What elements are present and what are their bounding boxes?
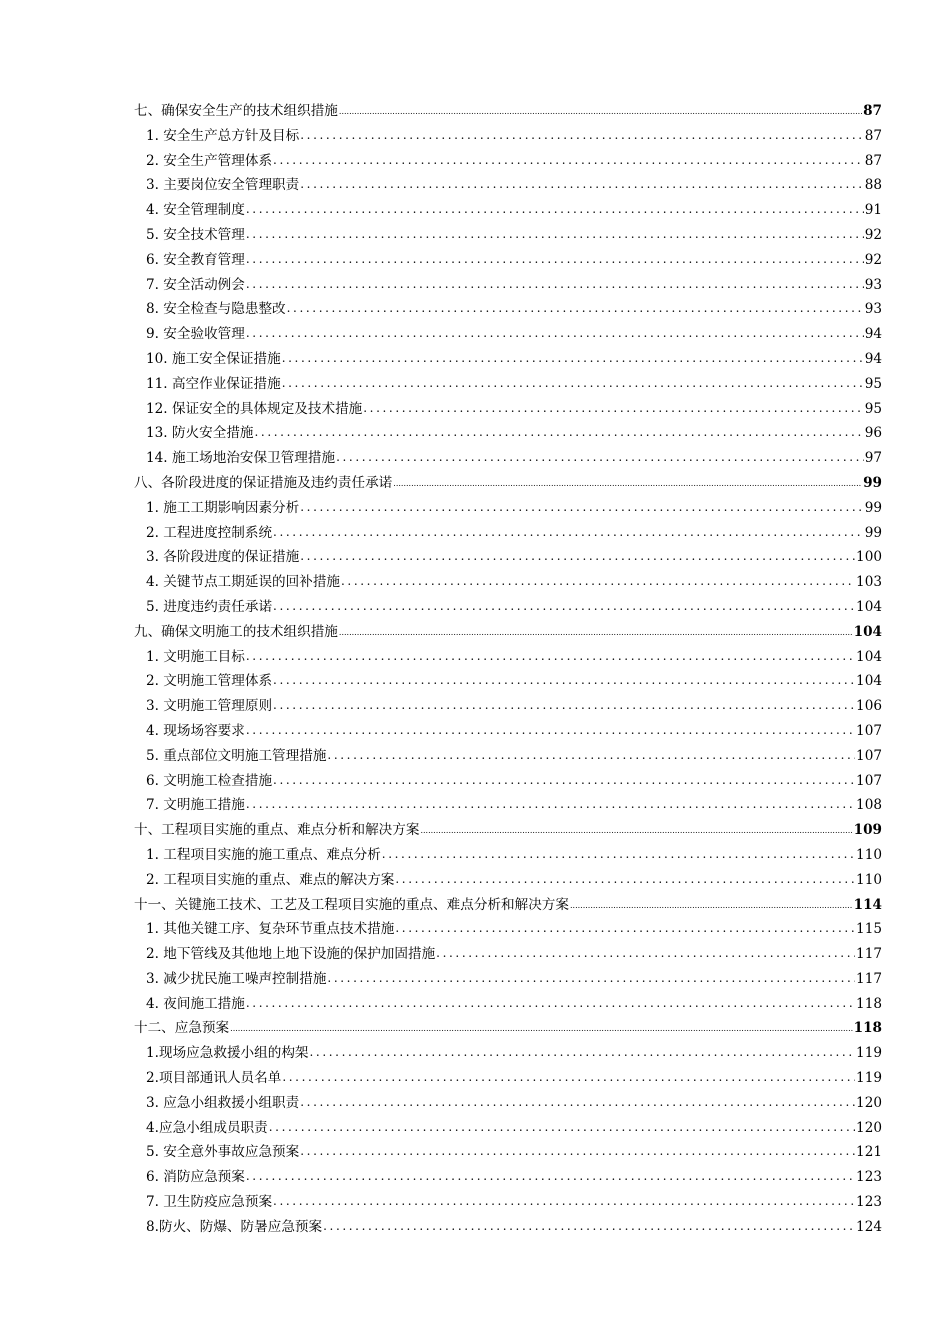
toc-section-entry[interactable]	[134, 198, 882, 223]
toc-page-number: 119	[856, 1070, 882, 1087]
toc-section-entry[interactable]	[134, 446, 882, 471]
toc-page-number: 107	[856, 747, 882, 764]
toc-section-entry[interactable]	[134, 421, 882, 446]
toc-entry-title: 7. 文明施工措施	[146, 797, 245, 814]
toc-page-number: 87	[863, 103, 882, 119]
toc-entry-title: 5. 安全技术管理	[146, 226, 245, 243]
toc-page-number: 91	[864, 202, 882, 219]
toc-page-number: 121	[856, 1144, 882, 1161]
toc-page-number: 100	[856, 549, 882, 566]
dot-leader	[246, 222, 864, 247]
toc-section-entry[interactable]	[134, 124, 882, 149]
dot-leader	[269, 1115, 855, 1140]
dot-leader	[420, 817, 852, 844]
toc-entry-title: 10. 施工安全保证措施	[146, 350, 281, 367]
toc-section-entry[interactable]	[134, 868, 882, 893]
toc-page-number: 118	[853, 1020, 882, 1037]
toc-entry-title: 7. 安全活动例会	[146, 276, 245, 293]
toc-entry-title: 3. 各阶段进度的保证措施	[146, 549, 300, 566]
toc-page-number: 123	[856, 1169, 882, 1186]
dot-leader	[310, 1040, 856, 1065]
toc-entry-title: 6. 消防应急预案	[146, 1169, 245, 1186]
toc-page-number: 104	[856, 673, 882, 690]
toc-entry-title: 十二、应急预案	[134, 1020, 230, 1037]
toc-section-entry[interactable]	[134, 397, 882, 422]
toc-section-entry[interactable]	[134, 645, 882, 670]
toc-entry-title: 九、确保文明施工的技术组织措施	[134, 623, 338, 640]
toc-section-entry[interactable]	[134, 545, 882, 570]
toc-section-entry[interactable]	[134, 595, 882, 620]
dot-leader	[273, 668, 855, 693]
dot-leader	[246, 247, 864, 272]
dot-leader	[382, 842, 855, 867]
dot-leader	[273, 693, 855, 718]
dot-leader	[300, 123, 863, 148]
dot-leader	[246, 991, 855, 1016]
dot-leader	[393, 470, 862, 497]
dot-leader	[273, 768, 855, 793]
toc-section-entry[interactable]	[134, 297, 882, 322]
toc-entry-title: 6. 文明施工检查措施	[146, 772, 273, 789]
toc-page-number: 88	[864, 177, 882, 194]
toc-entry-title: 1. 文明施工目标	[146, 648, 245, 665]
toc-section-entry[interactable]	[134, 173, 882, 198]
dot-leader	[273, 1189, 855, 1214]
dot-leader	[327, 966, 855, 991]
dot-leader	[395, 867, 855, 892]
dot-leader	[300, 1139, 855, 1164]
dot-leader	[230, 1015, 852, 1042]
dot-leader	[300, 544, 855, 569]
toc-entry-title: 8. 安全检查与隐患整改	[146, 301, 286, 318]
dot-leader	[246, 644, 855, 669]
toc-page-number: 115	[856, 921, 882, 938]
toc-section-entry[interactable]	[134, 719, 882, 744]
toc-section-entry[interactable]	[134, 1215, 882, 1240]
toc-section-entry[interactable]	[134, 669, 882, 694]
toc-section-entry[interactable]	[134, 744, 882, 769]
toc-section-entry[interactable]	[134, 1190, 882, 1215]
toc-section-entry[interactable]	[134, 694, 882, 719]
toc-entry-title: 八、各阶段进度的保证措施及违约责任承诺	[134, 474, 393, 491]
toc-entry-title: 1. 施工工期影响因素分析	[146, 499, 300, 516]
toc-page-number: 94	[864, 350, 882, 367]
toc-entry-title: 8.防火、防爆、防暑应急预案	[146, 1218, 323, 1235]
toc-entry-title: 2.项目部通讯人员名单	[146, 1070, 282, 1087]
toc-section-entry[interactable]	[134, 1066, 882, 1091]
dot-leader	[246, 1164, 855, 1189]
toc-chapter-entry[interactable]	[134, 471, 882, 496]
dot-leader	[273, 594, 855, 619]
toc-section-entry[interactable]	[134, 496, 882, 521]
toc-section-entry[interactable]	[134, 521, 882, 546]
dot-leader	[323, 1214, 855, 1239]
toc-section-entry[interactable]	[134, 843, 882, 868]
dot-leader	[273, 520, 864, 545]
toc-entry-title: 5. 安全意外事故应急预案	[146, 1144, 300, 1161]
toc-section-entry[interactable]	[134, 149, 882, 174]
toc-chapter-entry[interactable]	[134, 99, 882, 124]
dot-leader	[246, 272, 864, 297]
toc-page-number: 95	[864, 375, 882, 392]
toc-page-number: 94	[864, 326, 882, 343]
dot-leader	[336, 445, 864, 470]
dot-leader	[246, 197, 864, 222]
toc-section-entry[interactable]	[134, 1091, 882, 1116]
toc-section-entry[interactable]	[134, 917, 882, 942]
dot-leader	[300, 1090, 855, 1115]
toc-entry-title: 4. 夜间施工措施	[146, 995, 245, 1012]
toc-section-entry[interactable]	[134, 992, 882, 1017]
toc-page-number: 92	[864, 226, 882, 243]
toc-section-entry[interactable]	[134, 248, 882, 273]
toc-entry-title: 十、工程项目实施的重点、难点分析和解决方案	[134, 822, 420, 839]
toc-page-number: 110	[856, 846, 882, 863]
toc-entry-title: 3. 应急小组救援小组职责	[146, 1094, 300, 1111]
toc-section-entry[interactable]	[134, 942, 882, 967]
dot-leader	[395, 916, 855, 941]
toc-page-number: 104	[853, 623, 882, 640]
table-of-contents	[134, 99, 882, 1240]
toc-entry-title: 1.现场应急救援小组的构架	[146, 1045, 309, 1062]
toc-entry-title: 2. 工程进度控制系统	[146, 524, 273, 541]
dot-leader	[327, 743, 855, 768]
toc-entry-title: 1. 其他关键工序、复杂环节重点技术措施	[146, 921, 395, 938]
toc-section-entry[interactable]	[134, 322, 882, 347]
dot-leader	[300, 495, 863, 520]
toc-section-entry[interactable]	[134, 1116, 882, 1141]
toc-page-number: 103	[856, 574, 882, 591]
dot-leader	[570, 892, 853, 919]
toc-entry-title: 5. 重点部位文明施工管理措施	[146, 747, 327, 764]
toc-page-number: 108	[856, 797, 882, 814]
toc-page-number: 93	[864, 276, 882, 293]
toc-page-number: 87	[864, 152, 882, 169]
toc-entry-title: 11. 高空作业保证措施	[146, 375, 281, 392]
toc-page-number: 106	[856, 698, 882, 715]
toc-page-number: 117	[856, 970, 882, 987]
dot-leader	[363, 396, 863, 421]
dot-leader	[246, 792, 855, 817]
toc-entry-title: 1. 安全生产总方针及目标	[146, 127, 300, 144]
toc-page-number: 123	[856, 1194, 882, 1211]
toc-page-number: 117	[856, 946, 882, 963]
toc-entry-title: 9. 安全验收管理	[146, 326, 245, 343]
toc-page-number: 114	[853, 896, 882, 913]
dot-leader	[255, 420, 864, 445]
toc-entry-title: 3. 减少扰民施工噪声控制措施	[146, 970, 327, 987]
toc-page-number: 104	[856, 648, 882, 665]
toc-page-number: 99	[864, 524, 882, 541]
toc-section-entry[interactable]	[134, 223, 882, 248]
toc-entry-title: 4. 安全管理制度	[146, 202, 245, 219]
toc-page-number: 118	[856, 995, 882, 1012]
toc-entry-title: 3. 主要岗位安全管理职责	[146, 177, 300, 194]
toc-page-number: 104	[856, 598, 882, 615]
toc-page-number: 119	[856, 1045, 882, 1062]
toc-entry-title: 5. 进度违约责任承诺	[146, 598, 273, 615]
toc-entry-title: 七、确保安全生产的技术组织措施	[134, 103, 338, 119]
toc-entry-title: 2. 文明施工管理体系	[146, 673, 273, 690]
dot-leader	[282, 371, 864, 396]
toc-entry-title: 2. 地下管线及其他地上地下设施的保护加固措施	[146, 946, 436, 963]
dot-leader	[246, 321, 864, 346]
dot-leader	[246, 718, 855, 743]
toc-chapter-entry[interactable]	[134, 620, 882, 645]
toc-entry-title: 4.应急小组成员职责	[146, 1119, 268, 1136]
dot-leader	[339, 98, 862, 125]
toc-page-number: 93	[864, 301, 882, 318]
toc-section-entry[interactable]	[134, 793, 882, 818]
toc-page-number: 120	[856, 1094, 882, 1111]
dot-leader	[287, 296, 864, 321]
toc-chapter-entry[interactable]	[134, 893, 882, 918]
toc-entry-title: 14. 施工场地治安保卫管理措施	[146, 450, 336, 467]
toc-section-entry[interactable]	[134, 273, 882, 298]
toc-page-number: 107	[856, 772, 882, 789]
toc-page-number: 120	[856, 1119, 882, 1136]
toc-entry-title: 2. 工程项目实施的重点、难点的解决方案	[146, 871, 395, 888]
dot-leader	[273, 148, 864, 173]
toc-page-number: 95	[864, 400, 882, 417]
toc-entry-title: 6. 安全教育管理	[146, 251, 245, 268]
toc-chapter-entry[interactable]	[134, 1016, 882, 1041]
toc-page-number: 92	[864, 251, 882, 268]
toc-entry-title: 4. 现场场容要求	[146, 722, 245, 739]
toc-page-number: 109	[853, 822, 882, 839]
toc-page-number: 124	[856, 1218, 882, 1235]
toc-entry-title: 12. 保证安全的具体规定及技术措施	[146, 400, 363, 417]
toc-entry-title: 2. 安全生产管理体系	[146, 152, 273, 169]
toc-entry-title: 4. 关键节点工期延误的回补措施	[146, 574, 341, 591]
toc-section-entry[interactable]	[134, 347, 882, 372]
toc-section-entry[interactable]	[134, 1165, 882, 1190]
dot-leader	[436, 941, 855, 966]
toc-page-number: 96	[864, 425, 882, 442]
toc-entry-title: 13. 防火安全措施	[146, 425, 254, 442]
toc-section-entry[interactable]	[134, 967, 882, 992]
toc-section-entry[interactable]	[134, 372, 882, 397]
toc-entry-title: 1. 工程项目实施的施工重点、难点分析	[146, 846, 381, 863]
dot-leader	[339, 619, 853, 646]
dot-leader	[341, 569, 855, 594]
toc-entry-title: 3. 文明施工管理原则	[146, 698, 273, 715]
dot-leader	[300, 172, 863, 197]
toc-page-number: 99	[864, 499, 882, 516]
dot-leader	[282, 1065, 855, 1090]
toc-page-number: 87	[864, 127, 882, 144]
toc-section-entry[interactable]	[134, 1140, 882, 1165]
dot-leader	[282, 346, 864, 371]
toc-chapter-entry[interactable]	[134, 818, 882, 843]
toc-entry-title: 7. 卫生防疫应急预案	[146, 1194, 273, 1211]
toc-page-number: 110	[856, 871, 882, 888]
toc-page-number: 97	[864, 450, 882, 467]
toc-page-number: 107	[856, 722, 882, 739]
toc-entry-title: 十一、关键施工技术、工艺及工程项目实施的重点、难点分析和解决方案	[134, 896, 569, 913]
toc-page-number: 99	[863, 474, 882, 491]
toc-section-entry[interactable]	[134, 769, 882, 794]
toc-section-entry[interactable]	[134, 1041, 882, 1066]
toc-section-entry[interactable]	[134, 570, 882, 595]
